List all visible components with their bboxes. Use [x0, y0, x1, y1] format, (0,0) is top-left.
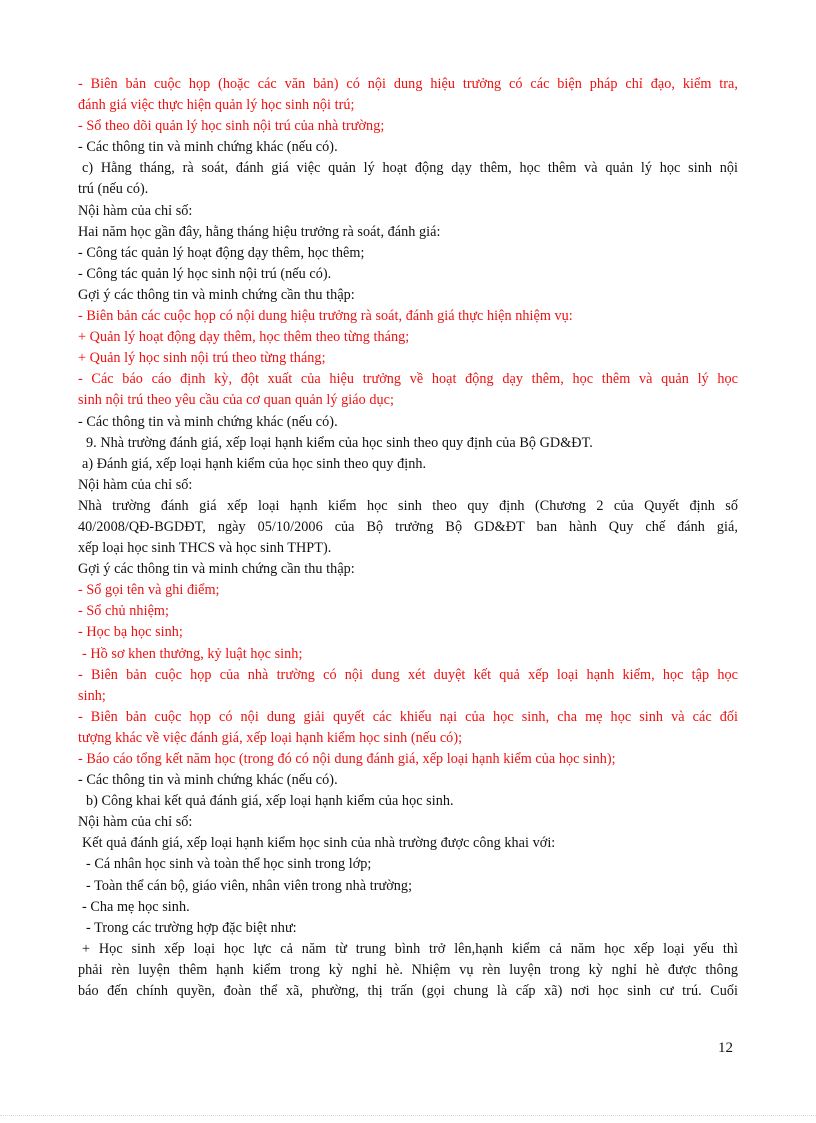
- text-line: - Biên bản cuộc họp có nội dung giải quyết các khiếu nại của học sinh, cha mẹ học sinh và các đối: [78, 708, 738, 725]
- text-line: - Toàn thể cán bộ, giáo viên, nhân viên trong nhà trường;: [86, 877, 413, 894]
- text-line: - Báo cáo tổng kết năm học (trong đó có nội dung đánh giá, xếp loại hạnh kiểm của học sinh);: [78, 751, 616, 767]
- text-line: + Học sinh xếp loại học lực cả năm từ trung bình trở lên,hạnh kiểm cả năm học xếp loại yếu thì: [82, 940, 738, 957]
- text-line: - Các thông tin và minh chứng khác (nếu có).: [78, 413, 338, 430]
- text-line: - Học bạ học sinh;: [78, 624, 183, 641]
- text-line: - Các thông tin và minh chứng khác (nếu có).: [78, 772, 338, 789]
- text-line: + Quản lý hoạt động dạy thêm, học thêm theo từng tháng;: [78, 329, 410, 346]
- document-body: [78, 74, 738, 1002]
- subsection-heading: a) Đánh giá, xếp loại hạnh kiểm của học sinh theo quy định.: [82, 455, 427, 472]
- text-line: c) Hằng tháng, rà soát, đánh giá việc quản lý hoạt động dạy thêm, học thêm và quản lý học sinh nội: [82, 160, 738, 177]
- text-line: báo đến chính quyền, đoàn thể xã, phường, thị trấn (gọi chung là cấp xã) nơi học sinh cư trú. Cuối: [78, 983, 738, 1000]
- text-line: - Cha mẹ học sinh.: [82, 898, 190, 915]
- text-line: Nội hàm của chỉ số:: [78, 814, 193, 831]
- page-bottom-divider: [0, 1115, 816, 1116]
- text-line: - Cá nhân học sinh và toàn thể học sinh trong lớp;: [86, 856, 372, 873]
- text-line: - Hồ sơ khen thưởng, kỷ luật học sinh;: [82, 645, 303, 662]
- text-line: Kết quả đánh giá, xếp loại hạnh kiểm học sinh của nhà trường được công khai với:: [82, 835, 556, 852]
- text-line: sinh;: [78, 687, 106, 704]
- text-line: Gợi ý các thông tin và minh chứng cần thu thập:: [78, 286, 355, 303]
- text-line: - Các báo cáo định kỳ, đột xuất của hiệu trưởng về hoạt động dạy thêm, học thêm và quản lý học: [78, 371, 738, 388]
- text-line: - Biên bản các cuộc họp có nội dung hiệu trưởng rà soát, đánh giá thực hiện nhiệm vụ:: [78, 308, 573, 325]
- text-line: 40/2008/QĐ-BGDĐT, ngày 05/10/2006 của Bộ trưởng Bộ GD&ĐT ban hành Quy chế đánh giá,: [78, 518, 738, 535]
- text-line: - Biên bản cuộc họp của nhà trường có nội dung xét duyệt kết quả xếp loại hạnh kiểm, học tập học: [78, 666, 738, 683]
- text-line: - Công tác quản lý học sinh nội trú (nếu có).: [78, 265, 332, 282]
- text-line: - Biên bản cuộc họp (hoặc các văn bản) có nội dung hiệu trưởng có các biện pháp chỉ đạo, kiểm tra,: [78, 76, 738, 92]
- text-line: đánh giá việc thực hiện quản lý học sinh nội trú;: [78, 97, 355, 114]
- text-line: - Sổ gọi tên và ghi điểm;: [78, 582, 220, 599]
- text-line: - Sổ chủ nhiệm;: [78, 603, 169, 620]
- text-line: Nội hàm của chỉ số:: [78, 202, 193, 219]
- text-line: sinh nội trú theo yêu cầu của cơ quan quản lý giáo dục;: [78, 392, 394, 409]
- text-line: - Trong các trường hợp đặc biệt như:: [86, 919, 297, 936]
- subsection-heading: b) Công khai kết quả đánh giá, xếp loại hạnh kiểm của học sinh.: [86, 793, 454, 810]
- page-number: 12: [718, 1040, 733, 1056]
- text-line: Gợi ý các thông tin và minh chứng cần thu thập:: [78, 561, 355, 578]
- text-line: xếp loại học sinh THCS và học sinh THPT).: [78, 540, 332, 557]
- text-line: Nội hàm của chỉ số:: [78, 476, 193, 493]
- section-heading: 9. Nhà trường đánh giá, xếp loại hạnh kiểm của học sinh theo quy định của Bộ GD&ĐT.: [86, 434, 593, 451]
- text-line: + Quản lý học sinh nội trú theo từng tháng;: [78, 350, 326, 367]
- text-line: Hai năm học gần đây, hằng tháng hiệu trưởng rà soát, đánh giá:: [78, 223, 441, 240]
- text-line: trú (nếu có).: [78, 181, 149, 198]
- text-line: - Công tác quản lý hoạt động dạy thêm, học thêm;: [78, 244, 365, 261]
- text-line: - Các thông tin và minh chứng khác (nếu có).: [78, 139, 338, 156]
- text-line: phải rèn luyện thêm hạnh kiểm trong kỳ nghỉ hè. Nhiệm vụ rèn luyện trong kỳ nghỉ hè được thông: [78, 961, 738, 978]
- text-line: tượng khác về việc đánh giá, xếp loại hạnh kiểm học sinh (nếu có);: [78, 729, 463, 746]
- text-line: Nhà trường đánh giá xếp loại hạnh kiểm học sinh theo quy định (Chương 2 của Quyết định số: [78, 497, 738, 514]
- text-line: - Sổ theo dõi quản lý học sinh nội trú của nhà trường;: [78, 118, 385, 135]
